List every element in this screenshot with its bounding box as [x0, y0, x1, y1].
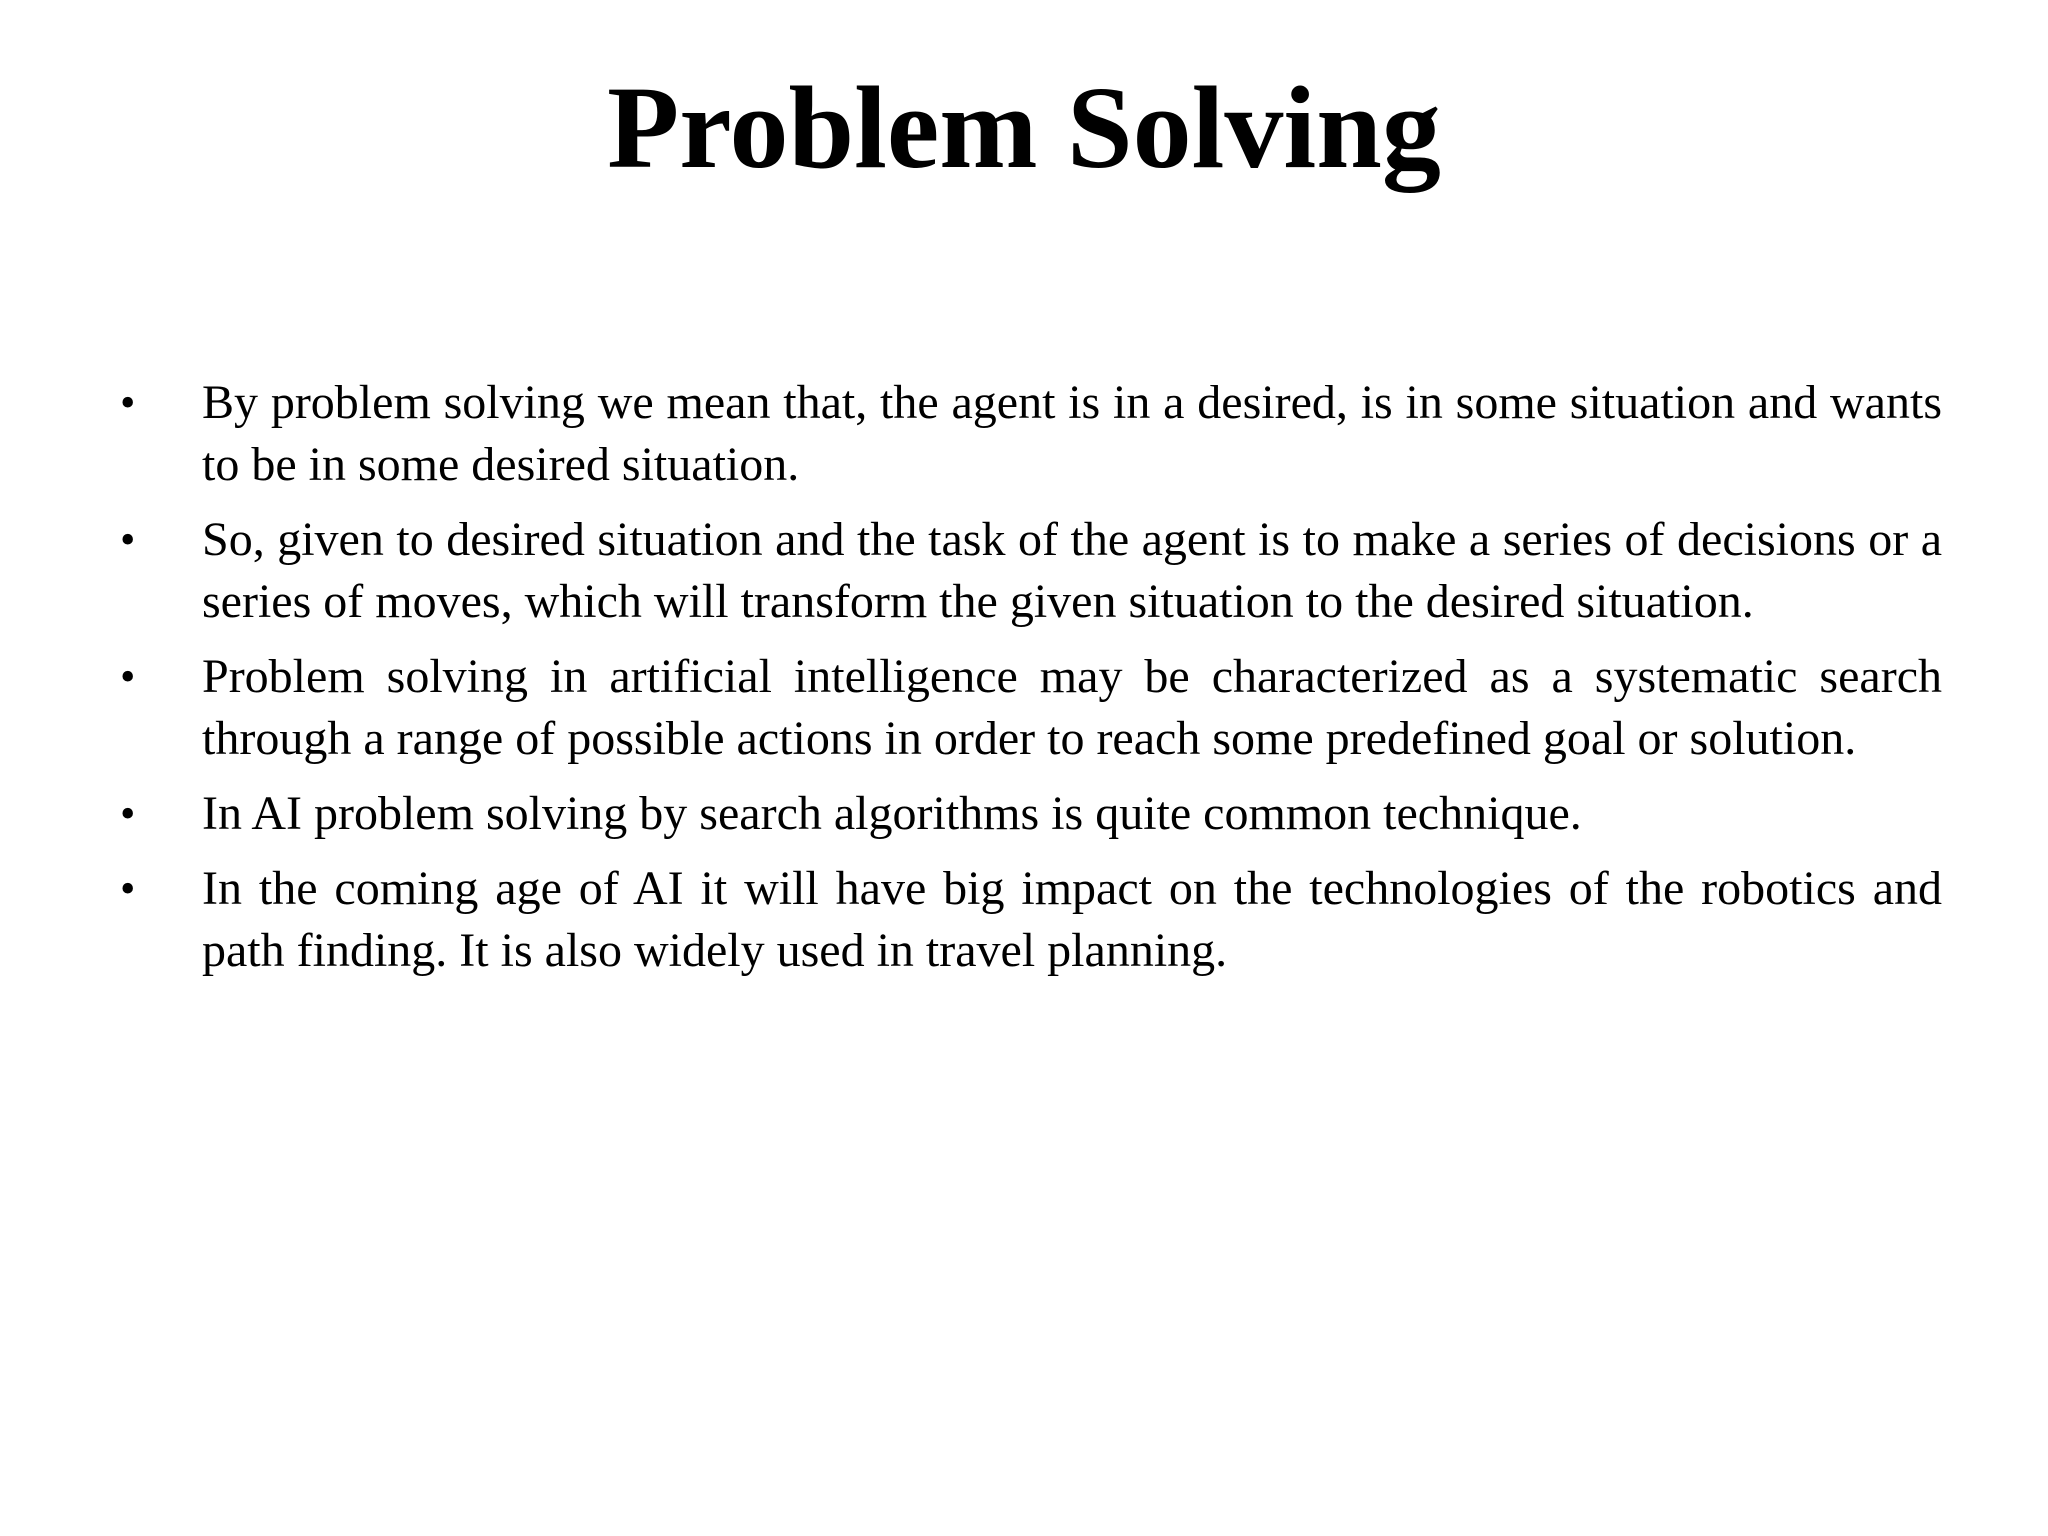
slide-title: Problem Solving: [607, 62, 1441, 193]
bullet-point-icon: •: [120, 515, 136, 564]
bullet-item: [120, 858, 1942, 982]
bullet-list: [120, 372, 1942, 995]
bullet-point-icon: •: [120, 789, 136, 838]
bullet-text: By problem solving we mean that, the agent is in a desired, is in some situation and wants to be in some desired situation.: [202, 376, 1942, 491]
bullet-point-icon: •: [120, 864, 136, 913]
bullet-text: Problem solving in artificial intelligence may be characterized as a systematic search through a range of possible actions in order to reach some predefined goal or solution.: [202, 650, 1942, 765]
bullet-item: [120, 783, 1942, 845]
bullet-text: In AI problem solving by search algorithms is quite common technique.: [202, 787, 1582, 840]
bullet-text: In the coming age of AI it will have big impact on the technologies of the robotics and path finding. It is also widely used in travel planning.: [202, 862, 1942, 977]
bullet-point-icon: •: [120, 378, 136, 427]
bullet-item: [120, 372, 1942, 496]
bullet-text: So, given to desired situation and the task of the agent is to make a series of decisions or a series of moves, which will transform the given situation to the desired situation.: [202, 513, 1942, 628]
bullet-item: [120, 509, 1942, 633]
bullet-point-icon: •: [120, 652, 136, 701]
bullet-item: [120, 646, 1942, 770]
